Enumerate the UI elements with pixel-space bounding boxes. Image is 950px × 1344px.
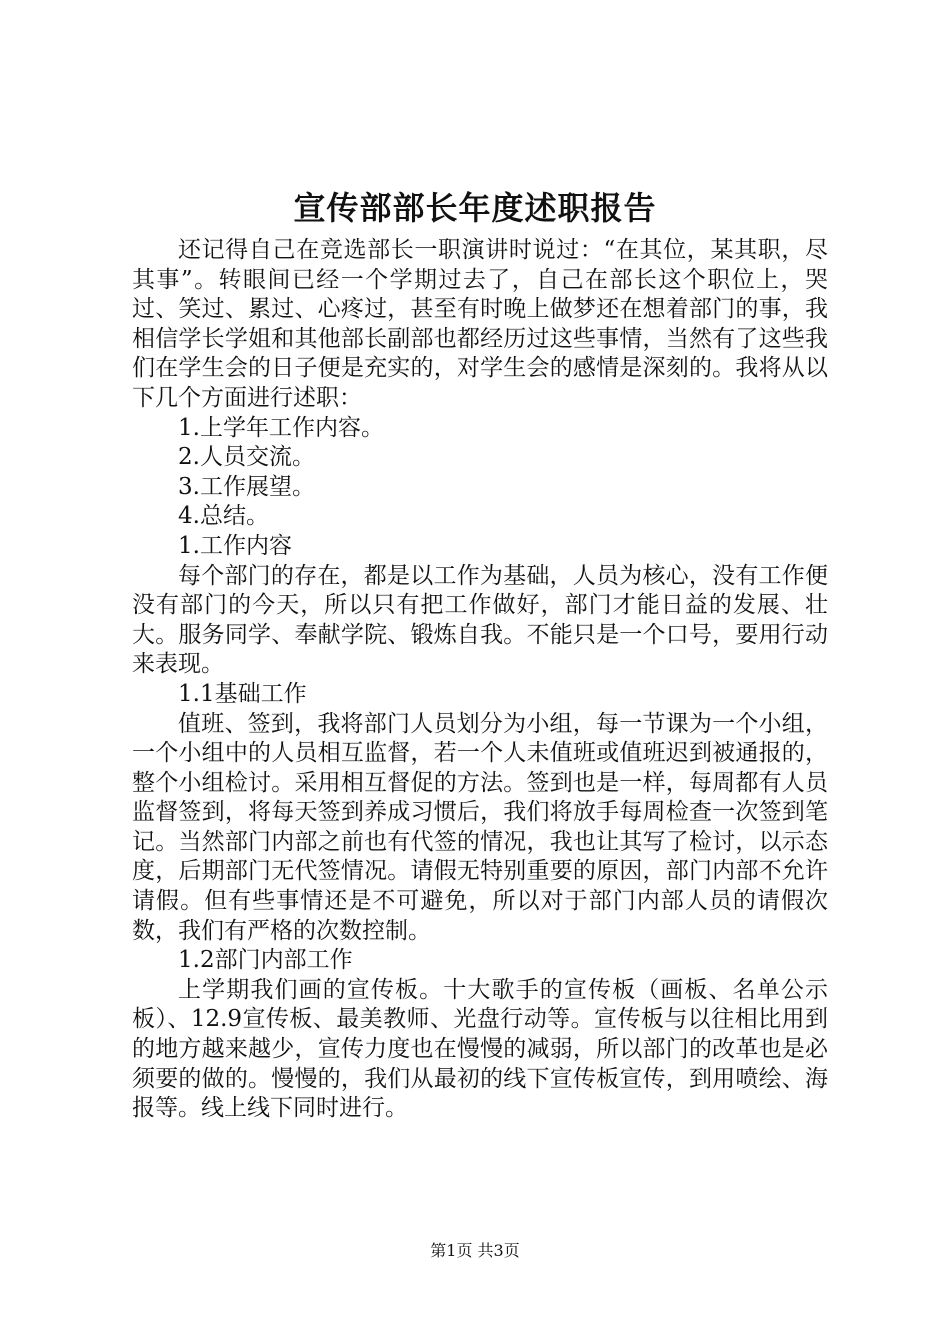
list-item-2: 2.人员交流。 [178,444,315,471]
paragraph-work: 每个部门的存在，都是以工作为基础，人员为核心，没有工作便没有部门的今天，所以只有把工作做好，部门才能日益的发展、壮大。服务同学、奉献学院、锻炼自我。不能只是一个口号，要用行动来表现。 [132,562,828,678]
section-heading-internal: 1.2部门内部工作 [178,947,353,974]
paragraph-intro: 还记得自己在竞选部长一职演讲时说过：“在其位，某其职，尽其事”。转眼间已经一个学期过去了，自己在部长这个职位上，哭过、笑过、累过、心疼过，甚至有时晚上做梦还在想着部门的事，我相信学长学姐和其他部长副部也都经历过这些事情，当然有了这些我们在学生会的日子便是充实的，对学生会的感情是深刻的。我将从以下几个方面进行述职： [132,237,828,411]
section-heading-basic: 1.1基础工作 [178,680,307,707]
section-heading-work: 1.工作内容 [178,532,292,559]
document-title: 宣传部部长年度述职报告 [293,189,657,227]
list-item-4: 4.总结。 [178,503,269,530]
list-item-1: 1.上学年工作内容。 [178,414,384,441]
list-item-3: 3.工作展望。 [178,473,315,500]
page-footer: 第1页 共3页 [430,1241,520,1260]
document-body [132,236,828,1124]
paragraph-internal: 上学期我们画的宣传板。十大歌手的宣传板（画板、名单公示板）、12.9宣传板、最美教师、光盘行动等。宣传板与以往相比用到的地方越来越少，宣传力度也在慢慢的减弱，所以部门的改革也是必须要的做的。慢慢的，我们从最初的线下宣传板宣传，到用喷绘、海报等。线上线下同时进行。 [132,976,828,1122]
paragraph-basic: 值班、签到，我将部门人员划分为小组，每一节课为一个小组，一个小组中的人员相互监督，若一个人未值班或值班迟到被通报的，整个小组检讨。采用相互督促的方法。签到也是一样，每周都有人员监督签到，将每天签到养成习惯后，我们将放手每周检查一次签到笔记。当然部门内部之前也有代签的情况，我也让其写了检讨，以示态度，后期部门无代签情况。请假无特别重要的原因，部门内部不允许请假。但有些事情还是不可避免，所以对于部门内部人员的请假次数，我们有严格的次数控制。 [132,710,828,944]
